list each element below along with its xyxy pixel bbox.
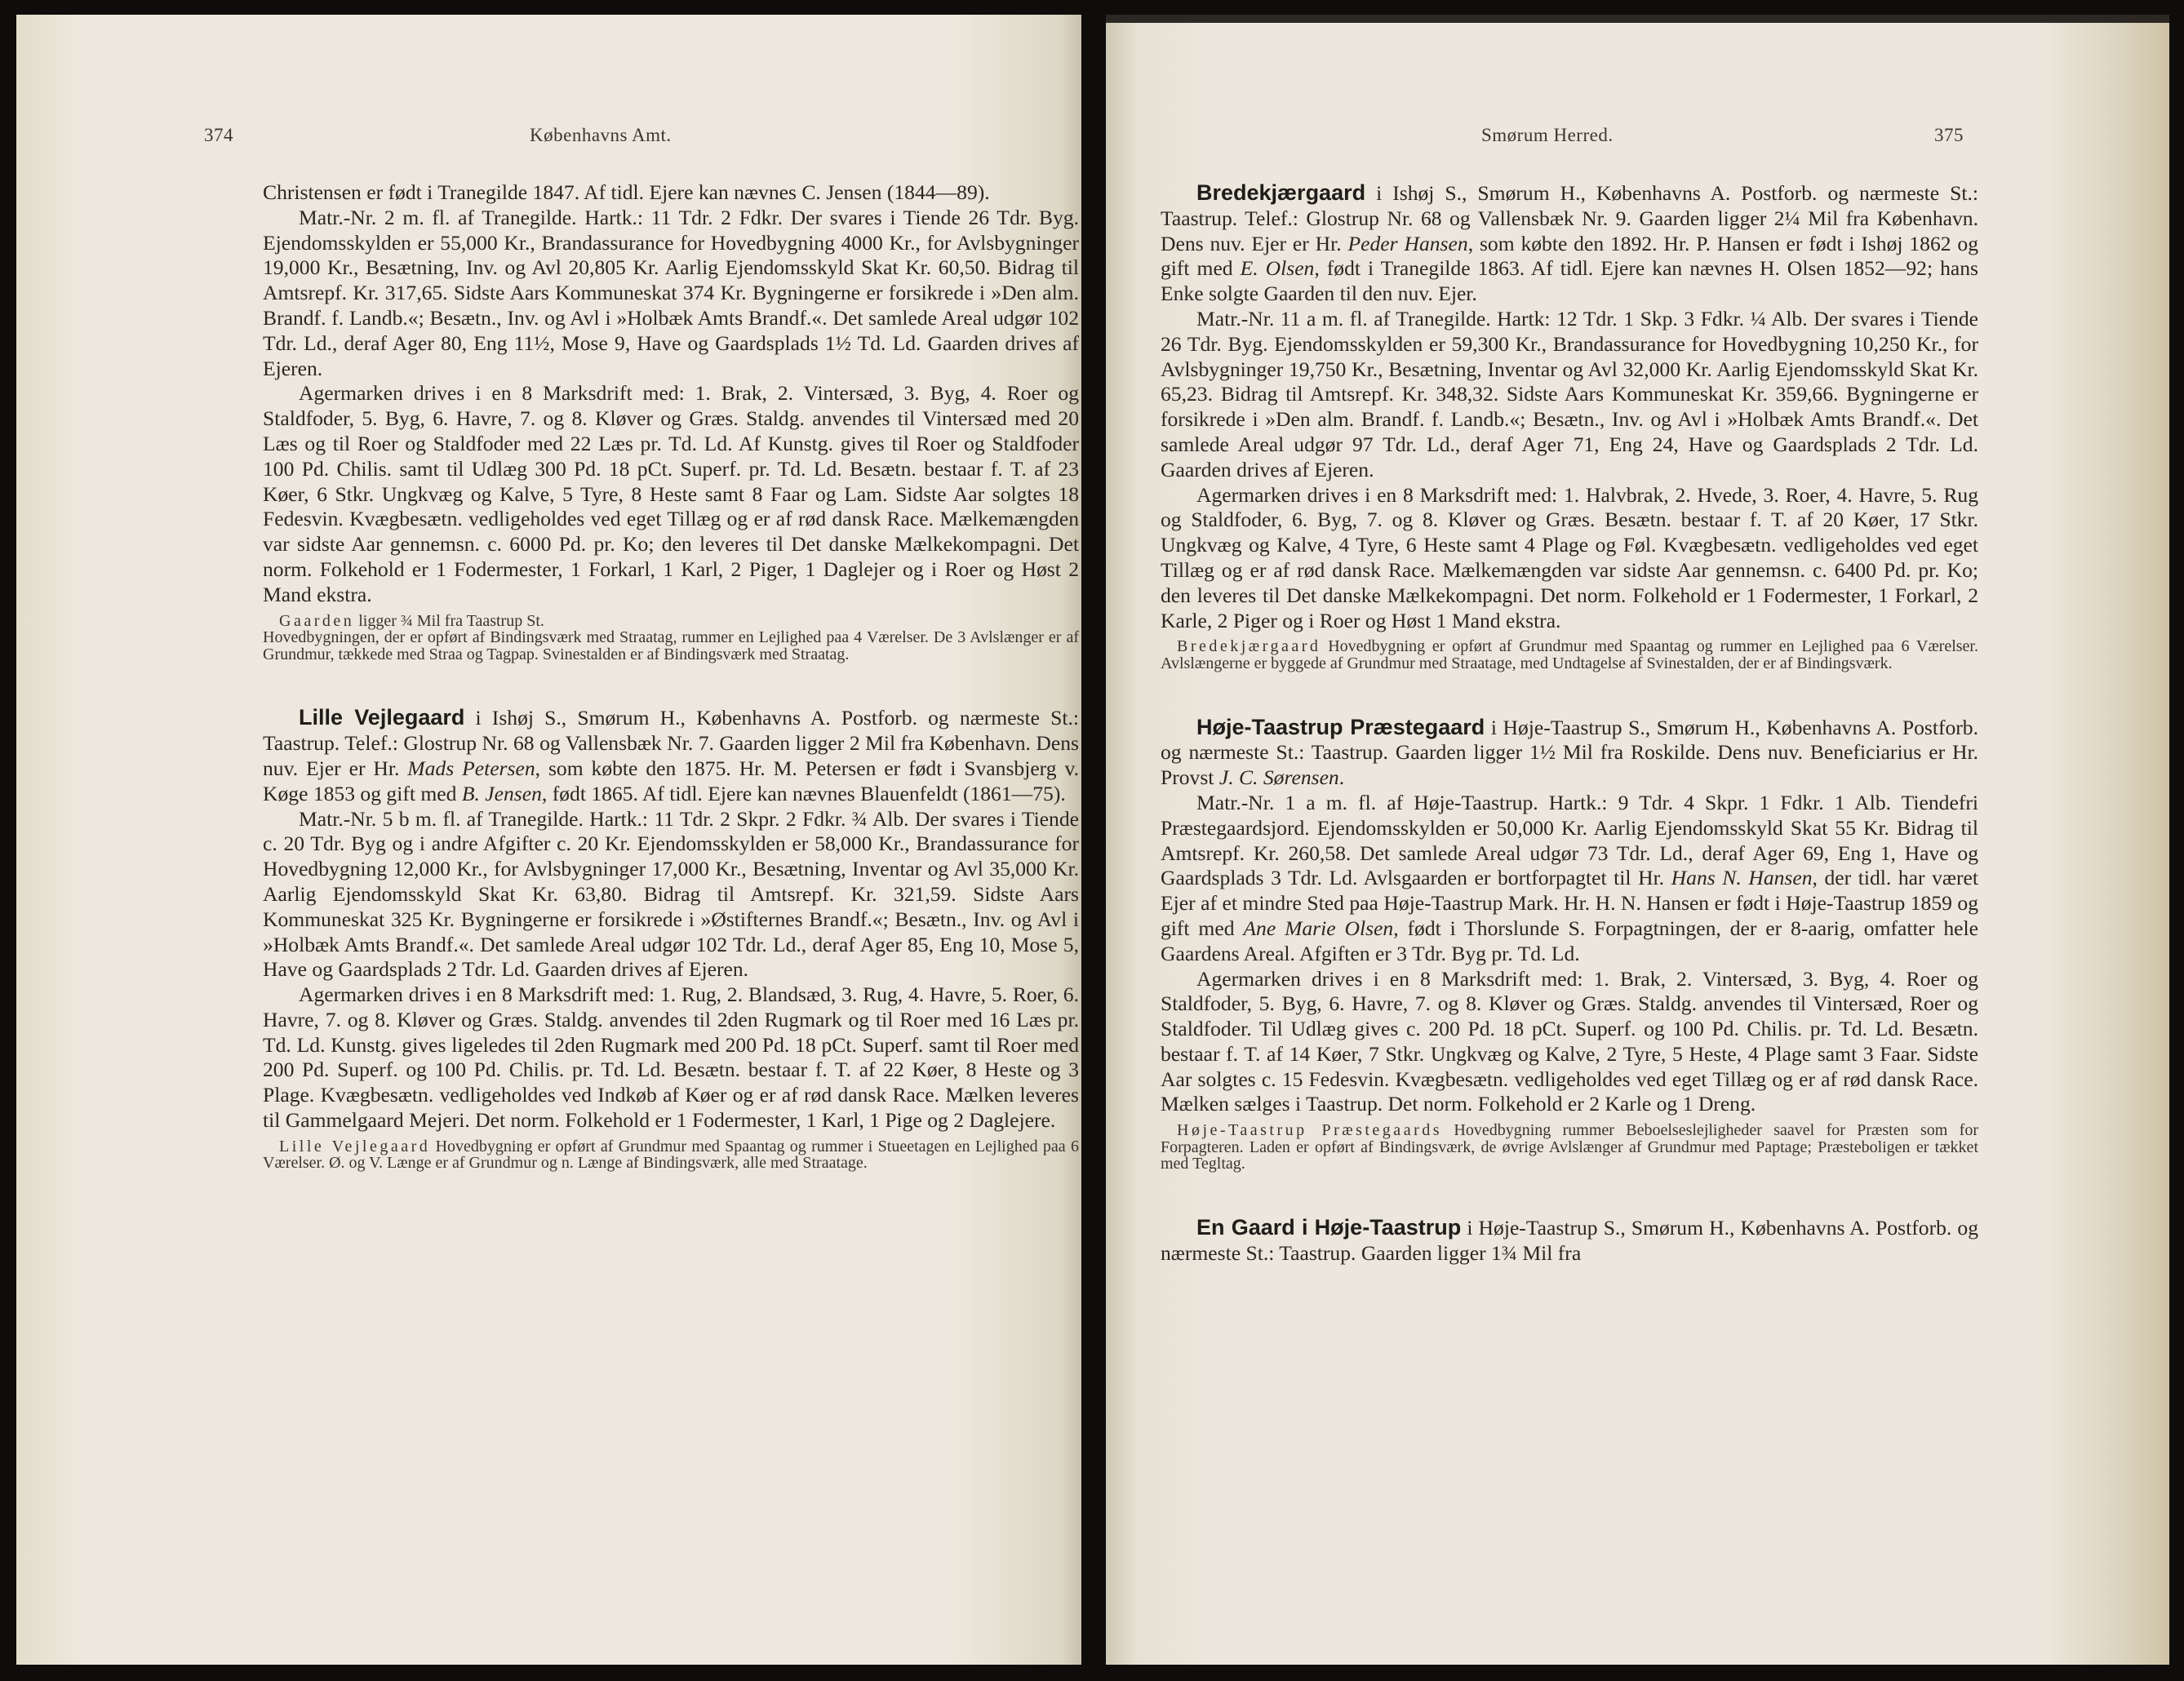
note-bredekjaer-buildings: Bredekjærgaard Hovedbygning er opført af Grundmur med Spaantag og rummer en Lejlighed paa 6 Værelser. Avlslængerne er byggede af Grundmur med Straatage, med Undtagelse af Svinestalden, der er af Bindingsværk.	[1161, 637, 1978, 672]
entry-bredekjaergaard: Bredekjærgaard i Ishøj S., Smørum H., Københavns A. Postforb. og nærmeste St.: Taastrup. Telef.: Glostrup Nr. 68 og Vallensbæk Nr. 9. Gaarden ligger 2¼ Mil fra København. Dens nuv. Ejer er Hr. Peder Hansen, som købte den 1892. Hr. P. Hansen er født i Ishøj 1862 og gift med E. Olsen, født i Tranegilde 1863. Af tidl. Ejere kan nævnes H. Olsen 1852—92; hans Enke solgte Gaarden til den nuv. Ejer.	[1161, 180, 1978, 306]
paragraph-praeste-farming: Agermarken drives i en 8 Marksdrift med: 1. Brak, 2. Vintersæd, 3. Byg, 4. Roer og Staldfoder, 5. Byg, 6. Havre, 7. og 8. Kløver og Græs. Staldg. anvendes til Vintersæd, Roer og Staldfoder. Til Udlæg gives c. 200 Pd. 18 pCt. Superf. og 100 Pd. Chilis. pr. Td. Ld. Besætn. bestaar f. T. af 14 Køer, 7 Stkr. Ungkvæg og Kalve, 2 Tyre, 5 Heste, 4 Plage samt 3 Faar. Sidste Aar solgtes c. 15 Fedesvin. Kvægbesætn. vedligeholdes ved eget Tillæg og er af rød dansk Race. Mælken sælges i Taastrup. Det norm. Folkehold er 2 Karle og 1 Dreng.	[1161, 966, 1978, 1116]
beneficiary-name: J. C. Sørensen	[1219, 765, 1339, 790]
left-text-column	[263, 180, 1079, 1172]
page-number-left: 374	[204, 125, 233, 145]
entry-heading-praestegaard: Høje-Taastrup Præstegaard	[1196, 714, 1485, 739]
entry-lille-vejlegaard: Lille Vejlegaard i Ishøj S., Smørum H., Københavns A. Postforb. og nærmeste St.: Taastrup. Telef.: Glostrup Nr. 68 og Vallensbæk Nr. 7. Gaarden ligger 2 Mil fra København. Dens nuv. Ejer er Hr. Mads Petersen, som købte den 1875. Hr. M. Petersen er født i Svansbjerg v. Køge 1853 og gift med B. Jensen, født 1865. Af tidl. Ejere kan nævnes Blauenfeldt (1861—75).	[263, 705, 1079, 805]
entry-hoeje-taastrup-praestegaard: Høje-Taastrup Præstegaard i Høje-Taastrup S., Smørum H., Københavns A. Postforb. og nærmeste St.: Taastrup. Gaarden ligger 1½ Mil fra Roskilde. Dens nuv. Beneficiarius er Hr. Provst J. C. Sørensen.	[1161, 714, 1978, 790]
spouse-name: E. Olsen	[1240, 256, 1315, 281]
paragraph-lille-farming: Agermarken drives i en 8 Marksdrift med: 1. Rug, 2. Blandsæd, 3. Rug, 4. Havre, 5. Roer, 6. Havre, 7. og 8. Kløver og Græs. Staldg. anvendes til 2den Rugmark og til Roer med 16 Læs pr. Td. Ld. Kunstg. gives ligeledes til 2den Rugmark med 200 Pd. 18 pCt. Superf. samt til Roer med 200 Pd. Superf. og 100 Pd. Chilis. pr. Td. Ld. Besætn. bestaar f. T. af 22 Køer, 8 Heste og 3 Plage. Kvægbesætn. vedligeholdes ved Indkøb af Køer og er af rød dansk Race. Mælken leveres til Gammelgaard Mejeri. Det norm. Folkehold er 1 Fodermester, 1 Karl, 1 Pige og 2 Daglejere.	[263, 982, 1079, 1133]
left-page	[16, 15, 1081, 1665]
entry-en-gaard-hoeje-taastrup: En Gaard i Høje-Taastrup i Høje-Taastrup S., Smørum H., Københavns A. Postforb. og nærmeste St.: Taastrup. Gaarden ligger 1¾ Mil fra	[1161, 1215, 1978, 1265]
entry-heading-bredekjaergaard: Bredekjærgaard	[1196, 180, 1366, 205]
paragraph-intro-farming: Agermarken drives i en 8 Marksdrift med: 1. Brak, 2. Vintersæd, 3. Byg, 4. Roer og Staldfoder, 5. Byg, 6. Havre, 7. og 8. Kløver og Græs. Staldg. anvendes til Vintersæd med 20 Læs og til Roer og Staldfoder med 22 Læs pr. Td. Ld. Af Kunstg. gives til Roer og Staldfoder 100 Pd. Chilis. samt til Udlæg 300 Pd. 18 pCt. Superf. pr. Td. Ld. Besætn. bestaar f. T. af 23 Køer, 6 Stkr. Ungkvæg og Kalve, 5 Tyre, 8 Heste samt 8 Faar og Lam. Sidste Aar solgtes 18 Fedesvin. Kvægbesætn. vedligeholdes ved eget Tillæg og er af rød dansk Race. Mælkemængden var sidste Aar gennemsn. c. 6000 Pd. pr. Ko; den leveres til Det danske Mælkekompagni. Det norm. Folkehold er 1 Fodermester, 1 Forkarl, 1 Karl, 2 Piger, 1 Daglejer og i Roer og Høst 2 Mand ekstra.	[263, 381, 1079, 606]
owner-name: Mads Petersen	[407, 756, 535, 780]
paragraph-praeste-property: Matr.-Nr. 1 a m. fl. af Høje-Taastrup. Hartk.: 9 Tdr. 4 Skpr. 1 Fdkr. 1 Alb. Tiendefri Præstegaardsjord. Ejendomsskylden er 50,000 Kr. Aarlig Ejendomsskyld Skat 55 Kr. Bidrag til Amtsrepf. Kr. 260,58. Det samlede Areal udgør 73 Tdr. Ld., deraf Ager 69, Eng 1, Have og Gaardsplads 3 Tdr. Ld. Avlsgaarden er bortforpagtet til Hr. Hans N. Hansen, der tidl. har været Ejer af et mindre Sted paa Høje-Taastrup Mark. Hr. H. N. Hansen er født i Høje-Taastrup 1859 og gift med Ane Marie Olsen, født i Thorslunde S. Forpagtningen, der er 8-aarig, omfatter hele Gaardens Areal. Afgiften er 3 Tdr. Byg pr. Td. Ld.	[1161, 790, 1978, 965]
tenant-name: Hans N. Hansen	[1671, 866, 1813, 890]
note-location-text: ligger ¾ Mil fra Taastrup St.	[354, 611, 544, 630]
note-intro-buildings: Hovedbygningen, der er opført af Bindingsværk med Straatag, rummer en Lejlighed paa 4 Værelser. De 3 Avlslænger er af Grundmur, tækkede med Straa og Tagpap. Svinestalden er af Bindingsværk med Straatag.	[263, 628, 1079, 663]
paragraph-intro-property: Matr.-Nr. 2 m. fl. af Tranegilde. Hartk.: 11 Tdr. 2 Fdkr. Der svares i Tiende 26 Tdr. Byg. Ejendomsskylden er 55,000 Kr., Brandassurance for Hovedbygning 4000 Kr., for Avlsbygninger 19,000 Kr., Besætning, Inv. og Avl 20,805 Kr. Aarlig Ejendomsskyld Skat Kr. 60,50. Bidrag til Amtsrepf. Kr. 317,65. Sidste Aars Kommuneskat 374 Kr. Bygningerne er forsikrede i »Den alm. Brandf. f. Landb.«; Besætn., Inv. og Avl i »Holbæk Amts Brandf.«. Det samlede Areal udgør 102 Tdr. Ld., deraf Ager 80, Eng 11½, Mose 9, Have og Gaardsplads 1½ Td. Ld. Gaarden drives af Ejeren.	[263, 205, 1079, 380]
paragraph-bredekjaer-farming: Agermarken drives i en 8 Marksdrift med: 1. Halvbrak, 2. Hvede, 3. Roer, 4. Havre, 5. Rug og Staldfoder, 6. Byg, 7. og 8. Kløver og Græs. Besætn. bestaar f. T. af 20 Køer, 17 Stkr. Ungkvæg og Kalve, 4 Tyre, 6 Heste samt 4 Plage og Føl. Kvægbesætn. vedligeholdes ved eget Tillæg og er af rød dansk Race. Mælkemængden var sidste Aar gennemsn. c. 6400 Pd. pr. Ko; den leveres til Det danske Mælkekompagni. Det norm. Folkehold er 1 Fodermester, 1 Forkarl, 2 Karle, 2 Piger og i Roer og Høst 1 Mand ekstra.	[1161, 482, 1978, 632]
note-spaced-lead: Gaarden	[279, 611, 355, 630]
paragraph-bredekjaer-property: Matr.-Nr. 11 a m. fl. af Tranegilde. Hartk: 12 Tdr. 1 Skp. 3 Fdkr. ¼ Alb. Der svares i Tiende 26 Tdr. Byg. Ejendomsskylden er 59,300 Kr., Brandassurance for Hovedbygning 10,250 Kr., for Avlsbygninger 19,750 Kr., Besætning, Inventar og Avl 32,000 Kr. Aarlig Ejendomsskyld Skat Kr. 65,23. Bidrag til Amtsrepf. Kr. 348,32. Sidste Aars Kommuneskat Kr. 359,66. Bygningerne er forsikrede i »Den alm. Brandf. f. Landb.«; Besætn., Inv. og Avl i »Holbæk Amts Brandf.«. Det samlede Areal udgør 97 Tdr. Ld., deraf Ager 71, Eng 24, Have og Gaardsplads 2 Tdr. Ld. Gaarden drives af Ejeren.	[1161, 306, 1978, 481]
page-number-right: 375	[1934, 125, 1964, 145]
paragraph-intro-first: Christensen er født i Tranegilde 1847. Af tidl. Ejere kan nævnes C. Jensen (1844—89).	[263, 180, 990, 204]
entry-heading-en-gaard: En Gaard i Høje-Taastrup	[1196, 1215, 1462, 1240]
right-text-column	[1161, 180, 1978, 1266]
note-intro-location	[263, 613, 1079, 630]
running-title-left: Københavns Amt.	[530, 125, 672, 145]
spouse-name: Ane Marie Olsen	[1243, 916, 1394, 940]
right-page	[1106, 15, 2169, 1665]
spouse-name: B. Jensen	[461, 781, 542, 805]
entry-heading-lille-vejlegaard: Lille Vejlegaard	[299, 705, 465, 730]
running-title-right: Smørum Herred.	[1481, 125, 1614, 145]
owner-name: Peder Hansen	[1347, 231, 1468, 255]
note-praeste-buildings: Høje-Taastrup Præstegaards Hovedbygning rummer Beboelseslejligheder saavel for Præsten som for Forpagteren. Laden er opført af Bindingsværk, de øvrige Avlslænger af Grundmur med Paptage; Præsteboligen er tækket med Tegltag.	[1161, 1121, 1978, 1173]
paragraph-lille-property: Matr.-Nr. 5 b m. fl. af Tranegilde. Hartk.: 11 Tdr. 2 Skpr. 2 Fdkr. ¾ Alb. Der svares i Tiende c. 20 Tdr. Byg og i andre Afgifter c. 20 Kr. Ejendomsskylden er 58,000 Kr., Brandassurance for Hovedbygning 12,000 Kr., for Avlsbygninger 17,000 Kr., Besætning, Inventar og Avl 35,000 Kr. Aarlig Ejendomsskyld Skat Kr. 63,80. Bidrag til Amtsrepf. Kr. 321,59. Sidste Aars Kommuneskat 325 Kr. Bygningerne er forsikrede i »Østifternes Brandf.«; Besætn., Inv. og Avl i »Holbæk Amts Brandf.«. Det samlede Areal udgør 102 Tdr. Ld., deraf Ager 85, Eng 10, Mose 5, Have og Gaardsplads 2 Tdr. Ld. Gaarden drives af Ejeren.	[263, 806, 1079, 982]
note-lille-buildings: Lille Vejlegaard Hovedbygning er opført af Grundmur med Spaantag og rummer i Stueetagen en Lejlighed paa 6 Værelser. Ø. og V. Længe er af Grundmur og n. Længe af Bindingsværk, alle med Straatage.	[263, 1137, 1079, 1173]
